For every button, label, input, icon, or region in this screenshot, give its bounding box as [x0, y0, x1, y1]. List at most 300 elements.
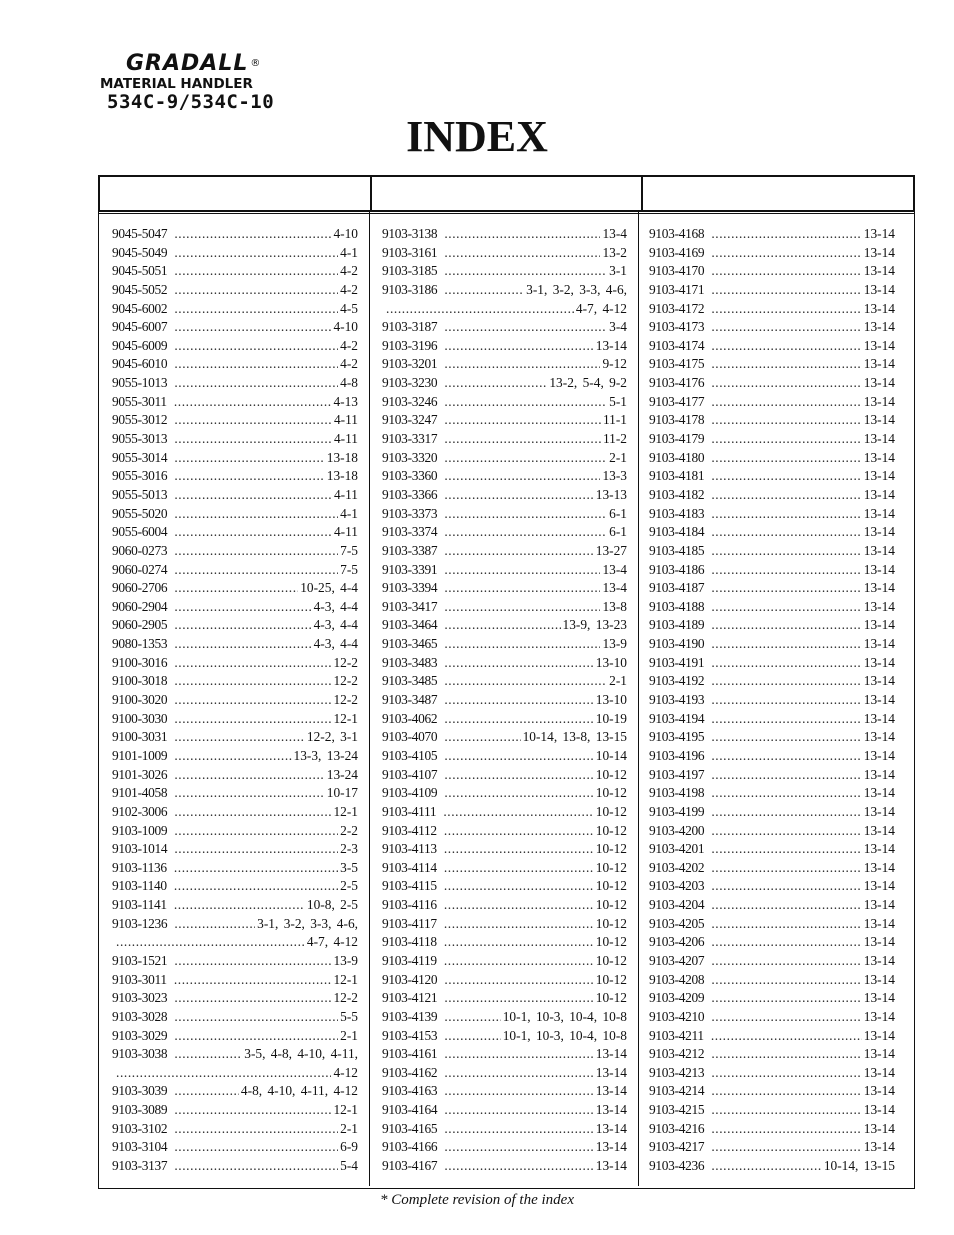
dot-leader — [444, 1157, 593, 1176]
part-number: 9103-3246 — [382, 393, 438, 409]
dot-leader — [711, 579, 861, 598]
index-header-box — [98, 175, 915, 212]
page-reference: 13-14 — [863, 226, 895, 241]
part-number: 9045-5052 — [112, 281, 168, 297]
index-entry — [649, 1138, 895, 1157]
part-number: 9060-0274 — [112, 561, 168, 577]
dot-leader — [174, 971, 332, 990]
dot-leader — [444, 933, 594, 952]
index-column-3 — [649, 225, 895, 1176]
index-entry — [112, 691, 358, 710]
page-reference: 12-2 — [333, 692, 358, 708]
part-number: 9060-0273 — [112, 542, 168, 558]
part-number: 9103-4153 — [382, 1027, 438, 1043]
index-entry — [649, 747, 895, 766]
dot-leader — [711, 244, 861, 263]
part-number: 9103-3039 — [112, 1083, 168, 1099]
dot-leader — [174, 598, 311, 617]
page-reference: 12-2 — [333, 673, 358, 689]
index-entry — [649, 1082, 895, 1101]
part-number: 9103-4196 — [649, 747, 705, 763]
page-reference: 13-14 — [863, 673, 895, 689]
index-entry — [382, 505, 627, 524]
index-entry — [649, 449, 895, 468]
part-number: 9103-4202 — [649, 859, 705, 875]
page-reference: 10-12 — [595, 934, 627, 950]
dot-leader — [711, 449, 861, 468]
index-entry — [112, 1120, 358, 1139]
page-reference: 12-1 — [333, 971, 358, 987]
page-reference: 13-9, 13-23 — [562, 617, 627, 633]
header-cell-1 — [100, 177, 370, 210]
index-entry — [649, 374, 895, 393]
dot-leader — [174, 784, 324, 803]
dot-leader — [711, 654, 861, 673]
part-number: 9103-4118 — [382, 934, 437, 950]
page-reference: 13-14 — [863, 1120, 895, 1136]
index-entry — [649, 766, 895, 785]
index-entry — [382, 561, 627, 580]
dot-leader — [174, 244, 338, 263]
index-entry — [112, 896, 358, 915]
dot-leader — [444, 971, 593, 990]
part-number: 9103-4166 — [382, 1139, 438, 1155]
part-number: 9045-5049 — [112, 244, 168, 260]
header-cell-2 — [370, 177, 642, 210]
page-reference: 6-1 — [609, 524, 627, 540]
part-number: 9103-4116 — [382, 897, 437, 913]
index-entry — [382, 915, 627, 934]
page-reference: 13-14 — [863, 505, 895, 521]
footnote: * Complete revision of the index — [380, 1192, 574, 1208]
index-entry — [112, 1064, 358, 1083]
index-entry — [112, 1082, 358, 1101]
index-entry — [112, 1008, 358, 1027]
dot-leader — [444, 1138, 593, 1157]
index-entry — [649, 262, 895, 281]
page-reference: 4-3, 4-4 — [313, 617, 358, 633]
part-number: 9080-1353 — [112, 636, 168, 652]
page-reference: 13-14 — [863, 822, 895, 838]
page-reference: 10-12 — [595, 766, 627, 782]
page-reference: 5-5 — [340, 1008, 358, 1024]
part-number: 9103-4194 — [649, 710, 705, 726]
dot-leader — [711, 1045, 861, 1064]
page-reference: 10-19 — [595, 710, 627, 726]
part-number: 9100-3016 — [112, 654, 168, 670]
page-reference: 12-1 — [333, 1102, 358, 1118]
part-number: 9103-4204 — [649, 897, 705, 913]
part-number: 9103-4180 — [649, 449, 705, 465]
page-reference: 4-2 — [340, 281, 358, 297]
dot-leader — [711, 542, 861, 561]
page-reference: 13-14 — [863, 785, 895, 801]
part-number: 9100-3031 — [112, 729, 168, 745]
page-reference: 11-2 — [602, 431, 627, 447]
index-entry — [649, 1064, 895, 1083]
page-reference: 7-5 — [340, 561, 358, 577]
page-reference: 4-8 — [340, 375, 358, 391]
index-body-box — [98, 212, 915, 1189]
index-entry — [649, 691, 895, 710]
page-reference: 3-4 — [609, 319, 627, 335]
part-number: 9103-4206 — [649, 934, 705, 950]
part-number: 9103-4167 — [382, 1158, 438, 1174]
part-number: 9045-5047 — [112, 226, 168, 241]
logo-brand: GRADALL ® — [126, 51, 262, 76]
part-number: 9103-4105 — [382, 747, 438, 763]
index-entry — [649, 1157, 895, 1176]
index-entry — [382, 337, 627, 356]
dot-leader — [711, 896, 861, 915]
dot-leader — [444, 355, 600, 374]
index-entry — [112, 374, 358, 393]
index-entry — [382, 635, 627, 654]
dot-leader — [444, 728, 520, 747]
dot-leader — [711, 505, 861, 524]
dot-leader — [711, 337, 861, 356]
page-reference: 13-4 — [602, 226, 627, 241]
index-entry — [112, 822, 358, 841]
page-reference: 13-4 — [602, 580, 627, 596]
part-number: 9103-4199 — [649, 803, 705, 819]
part-number: 9055-5020 — [112, 505, 168, 521]
page-reference: 13-14 — [863, 431, 895, 447]
dot-leader — [711, 598, 861, 617]
dot-leader — [711, 989, 861, 1008]
page-reference: 4-1 — [340, 505, 358, 521]
part-number: 9103-4214 — [649, 1083, 705, 1099]
index-entry — [649, 467, 895, 486]
index-entry — [382, 542, 627, 561]
page-reference: 4-11 — [333, 412, 358, 428]
part-number: 9103-4197 — [649, 766, 705, 782]
page-reference: 13-14 — [863, 1046, 895, 1062]
page-reference: 13-14 — [863, 841, 895, 857]
index-entry — [382, 393, 627, 412]
index-entry — [382, 1157, 627, 1176]
page-reference: 4-11 — [333, 486, 358, 502]
part-number: 9103-4207 — [649, 952, 705, 968]
index-entry — [649, 1101, 895, 1120]
part-number: 9103-4161 — [382, 1046, 438, 1062]
index-entry — [382, 355, 627, 374]
dot-leader — [711, 971, 861, 990]
index-entry — [112, 1045, 358, 1064]
page-reference: 13-14 — [863, 449, 895, 465]
index-entry — [649, 784, 895, 803]
part-number: 9100-3030 — [112, 710, 168, 726]
part-number: 9045-6010 — [112, 356, 168, 372]
page-reference: 10-14, 13-8, 13-15 — [522, 729, 627, 745]
index-entry — [382, 933, 627, 952]
part-number: 9103-4186 — [649, 561, 705, 577]
part-number: 9103-3201 — [382, 356, 438, 372]
page-reference: 13-18 — [326, 449, 358, 465]
dot-leader — [174, 337, 338, 356]
part-number: 9101-1009 — [112, 747, 168, 763]
index-entry — [112, 1027, 358, 1046]
page-reference: 13-14 — [863, 1027, 895, 1043]
dot-leader — [711, 784, 861, 803]
index-entry — [382, 467, 627, 486]
page-reference: 13-14 — [863, 1008, 895, 1024]
page-reference: 4-7, 4-12 — [575, 300, 627, 316]
page-reference: 4-2 — [340, 356, 358, 372]
page-reference: 13-14 — [863, 952, 895, 968]
dot-leader — [711, 393, 861, 412]
index-entry — [112, 579, 358, 598]
dot-leader — [711, 915, 861, 934]
part-number: 9103-3185 — [382, 263, 438, 279]
part-number: 9103-3464 — [382, 617, 438, 633]
page-reference: 13-9 — [333, 952, 358, 968]
dot-leader — [174, 1157, 338, 1176]
dot-leader — [711, 374, 861, 393]
part-number: 9103-3247 — [382, 412, 438, 428]
index-entry — [112, 281, 358, 300]
part-number: 9103-4070 — [382, 729, 438, 745]
index-entry — [112, 915, 358, 934]
dot-leader — [711, 747, 861, 766]
dot-leader — [711, 1101, 861, 1120]
part-number: 9103-3104 — [112, 1139, 168, 1155]
part-number: 9103-4109 — [382, 785, 438, 801]
part-number: 9103-3391 — [382, 561, 438, 577]
part-number: 9103-1141 — [112, 897, 167, 913]
part-number: 9103-4062 — [382, 710, 438, 726]
part-number: 9103-3138 — [382, 226, 438, 241]
part-number: 9103-3417 — [382, 598, 438, 614]
dot-leader — [711, 840, 861, 859]
index-entry — [649, 971, 895, 990]
page-reference: 13-14 — [863, 617, 895, 633]
dot-leader — [174, 579, 298, 598]
part-number: 9045-5051 — [112, 263, 168, 279]
part-number: 9103-4171 — [649, 281, 705, 297]
index-entry — [382, 971, 627, 990]
page-reference: 13-14 — [863, 598, 895, 614]
part-number: 9103-4115 — [382, 878, 437, 894]
part-number: 9060-2905 — [112, 617, 168, 633]
part-number: 9103-4189 — [649, 617, 705, 633]
part-number: 9103-4210 — [649, 1008, 705, 1024]
part-number: 9103-4112 — [382, 822, 437, 838]
part-number: 9103-3038 — [112, 1046, 168, 1062]
index-entry — [382, 318, 627, 337]
dot-leader — [711, 859, 861, 878]
index-entry — [649, 598, 895, 617]
part-number: 9103-3028 — [112, 1008, 168, 1024]
column-divider — [369, 212, 370, 1186]
index-entry — [382, 896, 627, 915]
dot-leader — [711, 486, 861, 505]
part-number: 9103-4198 — [649, 785, 705, 801]
dot-leader — [174, 616, 311, 635]
dot-leader — [174, 393, 332, 412]
page-reference: 13-14 — [863, 654, 895, 670]
index-entry — [112, 840, 358, 859]
dot-leader — [711, 710, 861, 729]
dot-leader — [174, 430, 332, 449]
part-number: 9055-1013 — [112, 375, 168, 391]
part-number: 9055-6004 — [112, 524, 168, 540]
part-number: 9103-3196 — [382, 337, 438, 353]
dot-leader — [174, 449, 324, 468]
dot-leader — [174, 766, 324, 785]
dot-leader — [444, 1064, 593, 1083]
part-number: 9103-3320 — [382, 449, 438, 465]
dot-leader — [444, 672, 607, 691]
index-entry — [649, 933, 895, 952]
dot-leader — [711, 952, 861, 971]
part-number: 9103-4215 — [649, 1102, 705, 1118]
dot-leader — [444, 393, 607, 412]
dot-leader — [174, 915, 255, 934]
page-reference: 13-8 — [602, 598, 627, 614]
index-entry — [112, 784, 358, 803]
page-reference: 13-13 — [595, 486, 627, 502]
index-entry — [112, 654, 358, 673]
page-reference: 13-14 — [863, 300, 895, 316]
index-entry — [112, 710, 358, 729]
index-entry — [649, 654, 895, 673]
index-entry — [382, 449, 627, 468]
page-reference: 5-1 — [609, 393, 627, 409]
page-reference: 12-2, 3-1 — [306, 729, 358, 745]
dot-leader — [444, 244, 600, 263]
dot-leader — [711, 933, 861, 952]
index-entry — [382, 822, 627, 841]
page-reference: 7-5 — [340, 542, 358, 558]
page-reference: 4-3, 4-4 — [313, 636, 358, 652]
dot-leader — [174, 355, 338, 374]
dot-leader — [174, 840, 338, 859]
part-number: 9103-4163 — [382, 1083, 438, 1099]
part-number: 9045-6009 — [112, 337, 168, 353]
page-reference: 13-14 — [863, 1083, 895, 1099]
page-reference: 2-1 — [340, 1120, 358, 1136]
page-reference: 13-14 — [863, 486, 895, 502]
dot-leader — [174, 542, 338, 561]
dot-leader — [174, 1008, 338, 1027]
part-number: 9103-4179 — [649, 431, 705, 447]
dot-leader — [444, 505, 607, 524]
part-number: 9103-4174 — [649, 337, 705, 353]
dot-leader — [444, 281, 524, 300]
part-number: 9103-3485 — [382, 673, 438, 689]
index-entry — [112, 355, 358, 374]
index-entry — [382, 579, 627, 598]
part-number: 9103-4216 — [649, 1120, 705, 1136]
part-number: 9103-3102 — [112, 1120, 168, 1136]
index-entry — [649, 542, 895, 561]
page-reference: 13-14 — [863, 337, 895, 353]
page-reference: 13-14 — [595, 337, 627, 353]
index-entry — [112, 467, 358, 486]
index-entry — [112, 393, 358, 412]
dot-leader — [711, 1120, 861, 1139]
part-number: 9045-6007 — [112, 319, 168, 335]
dot-leader — [174, 374, 338, 393]
part-number: 9103-4203 — [649, 878, 705, 894]
index-entry — [382, 300, 627, 319]
part-number: 9103-4168 — [649, 226, 705, 241]
page-reference: 13-14 — [863, 971, 895, 987]
part-number: 9055-3011 — [112, 393, 167, 409]
index-entry — [382, 374, 627, 393]
part-number: 9103-4173 — [649, 319, 705, 335]
part-number: 9103-4169 — [649, 244, 705, 260]
page-reference: 13-14 — [863, 356, 895, 372]
page-reference: 3-5 — [340, 859, 358, 875]
dot-leader — [444, 896, 594, 915]
part-number: 9103-4195 — [649, 729, 705, 745]
page-reference: 4-10 — [333, 226, 358, 241]
dot-leader — [444, 859, 594, 878]
index-entry — [649, 728, 895, 747]
dot-leader — [711, 467, 861, 486]
page-reference: 3-5, 4-8, 4-10, 4-11, — [244, 1046, 358, 1062]
part-number: 9103-4182 — [649, 486, 705, 502]
page-reference: 3-1 — [609, 263, 627, 279]
dot-leader — [444, 262, 607, 281]
dot-leader — [711, 803, 861, 822]
dot-leader — [444, 486, 593, 505]
dot-leader — [711, 318, 861, 337]
part-number: 9103-4185 — [649, 542, 705, 558]
dot-leader — [711, 430, 861, 449]
dot-leader — [116, 933, 305, 952]
page-reference: 10-12 — [595, 841, 627, 857]
part-number: 9103-3366 — [382, 486, 438, 502]
page-reference: 2-2 — [340, 822, 358, 838]
page-reference: 4-2 — [340, 263, 358, 279]
index-entry — [112, 728, 358, 747]
part-number: 9103-1521 — [112, 952, 168, 968]
part-number: 9103-4164 — [382, 1102, 438, 1118]
page-reference: 13-14 — [595, 1102, 627, 1118]
part-number: 9103-4172 — [649, 300, 705, 316]
page-reference: 13-14 — [863, 766, 895, 782]
page-reference: 13-14 — [863, 244, 895, 260]
dot-leader — [711, 355, 861, 374]
part-number: 9103-4175 — [649, 356, 705, 372]
dot-leader — [444, 989, 593, 1008]
page-reference: 13-14 — [863, 542, 895, 558]
index-entry — [382, 1045, 627, 1064]
page-reference: 13-14 — [863, 636, 895, 652]
part-number: 9103-4190 — [649, 636, 705, 652]
index-entry — [649, 803, 895, 822]
index-entry — [112, 523, 358, 542]
part-number: 9103-4114 — [382, 859, 437, 875]
page-reference: 13-14 — [863, 692, 895, 708]
index-entry — [649, 989, 895, 1008]
index-entry — [112, 877, 358, 896]
part-number: 9103-4192 — [649, 673, 705, 689]
index-entry — [382, 840, 627, 859]
part-number: 9103-4211 — [649, 1027, 704, 1043]
dot-leader — [174, 952, 331, 971]
part-number: 9103-4205 — [649, 915, 705, 931]
dot-leader — [174, 822, 338, 841]
page-reference: 4-11 — [333, 431, 358, 447]
index-entry — [112, 989, 358, 1008]
part-number: 9103-1236 — [112, 915, 168, 931]
page-reference: 10-1, 10-3, 10-4, 10-8 — [502, 1027, 627, 1043]
part-number: 9103-4120 — [382, 971, 438, 987]
